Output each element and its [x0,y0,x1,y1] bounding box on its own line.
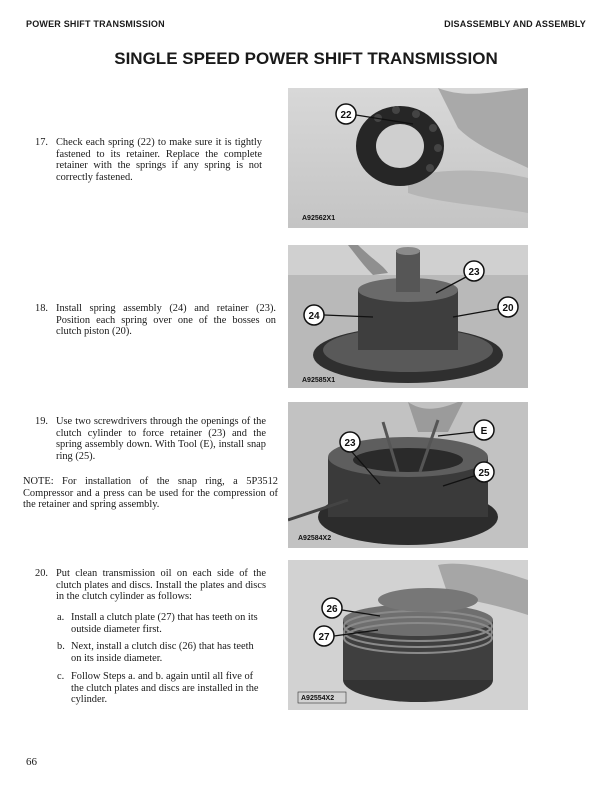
substep-a [57,612,266,635]
substep-text: Install a clutch plate (27) that has teeth on its outside diameter first. [71,612,258,635]
page-number: 66 [26,756,37,768]
photo-snap-ring [288,402,528,548]
step-text: Install spring assembly (24) and retainer (23). Position each spring over one of the bosses on clutch piston (20). [56,303,276,338]
substep-letter: a. [57,612,65,623]
figure-id: A92562X1 [302,215,336,222]
callout-label: 22 [340,110,352,121]
substep-c [57,671,266,706]
substep-letter: b. [57,641,65,652]
step-number: 20. [35,568,48,579]
substep-text: Follow Steps a. and b. again until all five of the clutch plates and discs are installed in the cylinder. [71,671,259,706]
substep-b [57,641,266,664]
figure-id: A92585X1 [302,377,336,384]
step-19 [35,416,266,462]
step-number: 17. [35,137,48,148]
step-20 [35,568,266,603]
step-number: 19. [35,416,48,427]
callout-label: E [480,426,488,437]
running-header-left: POWER SHIFT TRANSMISSION [26,19,165,29]
page-title: SINGLE SPEED POWER SHIFT TRANSMISSION [114,49,498,68]
running-header-right: DISASSEMBLY AND ASSEMBLY [444,19,586,29]
step-text: Put clean transmission oil on each side of the clutch plates and discs. Install the plates and discs in the clutch cylinder as follows: [56,568,266,603]
note-compressor: NOTE: For installation of the snap ring, a 5P3512 Compressor and a press can be used for the compression of the retainer and spring assembly. [23,476,278,511]
callout-label: 25 [478,468,490,479]
substep-letter: c. [57,671,65,682]
callout-label: 26 [326,604,338,615]
step-17 [35,137,262,183]
callout-label: 23 [468,267,480,278]
photo-clutch-plates [288,560,528,710]
step-number: 18. [35,303,48,314]
figure-id: A92554X2 [301,695,335,702]
callout-label: 23 [344,438,356,449]
photo-spring-assembly [288,245,528,388]
figure-id: A92584X2 [298,535,332,542]
substep-text: Next, install a clutch disc (26) that has teeth on its inside diameter. [71,641,254,664]
photo-spring-retainer [288,88,528,228]
callout-label: 27 [318,632,330,643]
step-text: Check each spring (22) to make sure it is tightly fastened to its retainer. Replace the complete retainer with the springs if any spring is not correctly fastened. [56,137,262,183]
callout-label: 20 [502,303,514,314]
step-18 [35,303,276,338]
callout-label: 24 [308,311,320,322]
step-text: Use two screwdrivers through the openings of the clutch cylinder to force retainer (23) and the spring assembly down. With Tool (E), install snap ring (25). [56,416,266,462]
